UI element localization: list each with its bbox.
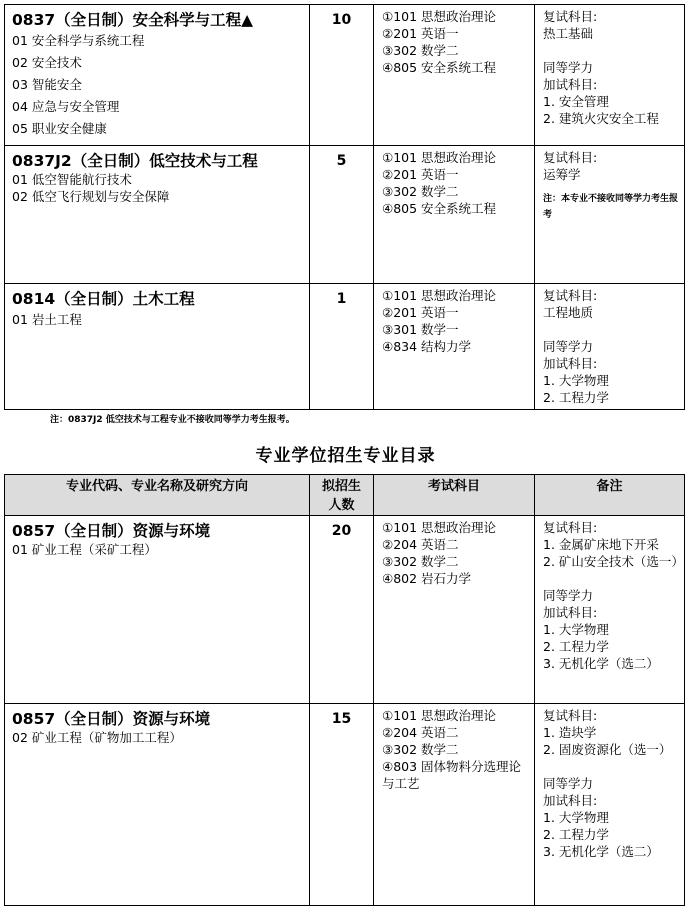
exam-subject: ④803 固体物料分选理论与工艺 [382, 759, 522, 791]
exam-subject: ④834 结构力学 [382, 339, 472, 354]
column-header-quota [310, 475, 374, 516]
exam-subject: ①101 思想政治理论 [382, 150, 497, 165]
note-line: 2. 工程力学 [543, 827, 609, 842]
major-cell [5, 704, 310, 906]
note-line: 热工基础 [543, 26, 594, 41]
note-line: 2. 矿山安全技术（选一） [543, 554, 684, 569]
direction: 05 职业安全健康 [12, 121, 107, 136]
note-line: 同等学力 [543, 60, 594, 75]
note-line: 1. 安全管理 [543, 94, 609, 109]
note-line: 2. 工程力学 [543, 390, 609, 405]
note-line: 复试科目: [543, 9, 598, 24]
note-line: 工程地质 [543, 305, 594, 320]
note-line: 复试科目: [543, 150, 598, 165]
note-line: 同等学力 [543, 776, 594, 791]
direction: 02 矿业工程（矿物加工工程） [12, 730, 182, 745]
subjects-cell [374, 704, 535, 906]
exam-subject: ③302 数学二 [382, 554, 459, 569]
notes-cell [535, 516, 685, 704]
direction: 04 应急与安全管理 [12, 99, 120, 114]
note-line: 1. 大学物理 [543, 810, 609, 825]
exam-subject: ③302 数学二 [382, 184, 459, 199]
quota-cell [310, 284, 374, 410]
note-line: 加试科目: [543, 77, 598, 92]
exam-subject: ②201 英语一 [382, 305, 459, 320]
column-header-notes: 备注 [535, 475, 685, 516]
major-cell [5, 284, 310, 410]
subjects-cell [374, 5, 535, 146]
exam-subject: ④805 安全系统工程 [382, 60, 497, 75]
table-row [5, 146, 685, 284]
exam-subject: ④802 岩石力学 [382, 571, 472, 586]
table-row [5, 284, 685, 410]
notes-cell [535, 5, 685, 146]
quota: 15 [331, 711, 352, 727]
notes-cell [535, 704, 685, 906]
quota-cell [310, 704, 374, 906]
direction: 03 智能安全 [12, 77, 82, 92]
quota-cell [310, 5, 374, 146]
quota: 1 [336, 291, 347, 307]
note-line: 加试科目: [543, 356, 598, 371]
note-line: 3. 无机化学（选二） [543, 844, 659, 859]
exam-subject: ④805 安全系统工程 [382, 201, 497, 216]
column-header-quota-line2: 人数 [328, 498, 355, 513]
note-line: 同等学力 [543, 588, 594, 603]
table-row [5, 704, 685, 906]
table-header-row [5, 475, 685, 516]
exam-subject: ②201 英语一 [382, 26, 459, 41]
note-line: 2. 建筑火灾安全工程 [543, 111, 659, 126]
exam-subject: ①101 思想政治理论 [382, 708, 497, 723]
exam-subject: ③302 数学二 [382, 43, 459, 58]
column-header-quota-line1: 拟招生 [321, 479, 361, 494]
quota-cell [310, 146, 374, 284]
major-cell [5, 516, 310, 704]
subjects-cell [374, 516, 535, 704]
note-line: 1. 大学物理 [543, 622, 609, 637]
direction: 01 安全科学与系统工程 [12, 33, 145, 48]
column-header-subjects: 考试科目 [374, 475, 535, 516]
quota-cell [310, 516, 374, 704]
exam-subject: ①101 思想政治理论 [382, 520, 497, 535]
quota: 5 [336, 153, 347, 169]
academic-major-table [4, 4, 685, 410]
note-line: 运筹学 [543, 167, 581, 182]
direction: 01 低空智能航行技术 [12, 172, 132, 187]
major-title: 0814（全日制）土木工程 [12, 290, 195, 308]
exam-subject: ②204 英语二 [382, 725, 459, 740]
small-note: 注：本专业不接收同等学力考生报考 [543, 194, 679, 220]
note-line: 1. 造块学 [543, 725, 597, 740]
exam-subject: ①101 思想政治理论 [382, 9, 497, 24]
direction: 01 岩土工程 [12, 312, 82, 327]
column-header-major: 专业代码、专业名称及研究方向 [5, 475, 310, 516]
quota: 10 [331, 12, 352, 28]
exam-subject: ②204 英语二 [382, 537, 459, 552]
exam-subject: ③302 数学二 [382, 742, 459, 757]
direction: 02 低空飞行规划与安全保障 [12, 189, 170, 204]
major-title: 0837（全日制）安全科学与工程▲ [12, 11, 254, 29]
note-line: 2. 工程力学 [543, 639, 609, 654]
note-line: 1. 金属矿床地下开采 [543, 537, 659, 552]
exam-subject: ③301 数学一 [382, 322, 459, 337]
note-line: 复试科目: [543, 520, 598, 535]
note-line: 复试科目: [543, 708, 598, 723]
section-title: 专业学位招生专业目录 [255, 446, 436, 466]
note-line: 1. 大学物理 [543, 373, 609, 388]
note-line: 同等学力 [543, 339, 594, 354]
subjects-cell [374, 284, 535, 410]
major-title: 0857（全日制）资源与环境 [12, 710, 211, 728]
notes-cell [535, 146, 685, 284]
major-title: 0857（全日制）资源与环境 [12, 522, 211, 540]
note-line: 复试科目: [543, 288, 598, 303]
note-line: 2. 固废资源化（选一） [543, 742, 672, 757]
exam-subject: ②201 英语一 [382, 167, 459, 182]
note-line: 加试科目: [543, 605, 598, 620]
major-cell [5, 146, 310, 284]
professional-major-table [4, 474, 685, 906]
note-line: 3. 无机化学（选二） [543, 656, 659, 671]
footnote: 注：0837J2 低空技术与工程专业不接收同等学力考生报考。 [50, 415, 295, 425]
table-row [5, 5, 685, 146]
subjects-cell [374, 146, 535, 284]
major-title: 0837J2（全日制）低空技术与工程 [12, 152, 258, 170]
notes-cell [535, 284, 685, 410]
direction: 01 矿业工程（采矿工程） [12, 542, 157, 557]
table-row [5, 516, 685, 704]
exam-subject: ①101 思想政治理论 [382, 288, 497, 303]
quota: 20 [331, 523, 352, 539]
direction: 02 安全技术 [12, 55, 82, 70]
major-cell [5, 5, 310, 146]
note-line: 加试科目: [543, 793, 598, 808]
